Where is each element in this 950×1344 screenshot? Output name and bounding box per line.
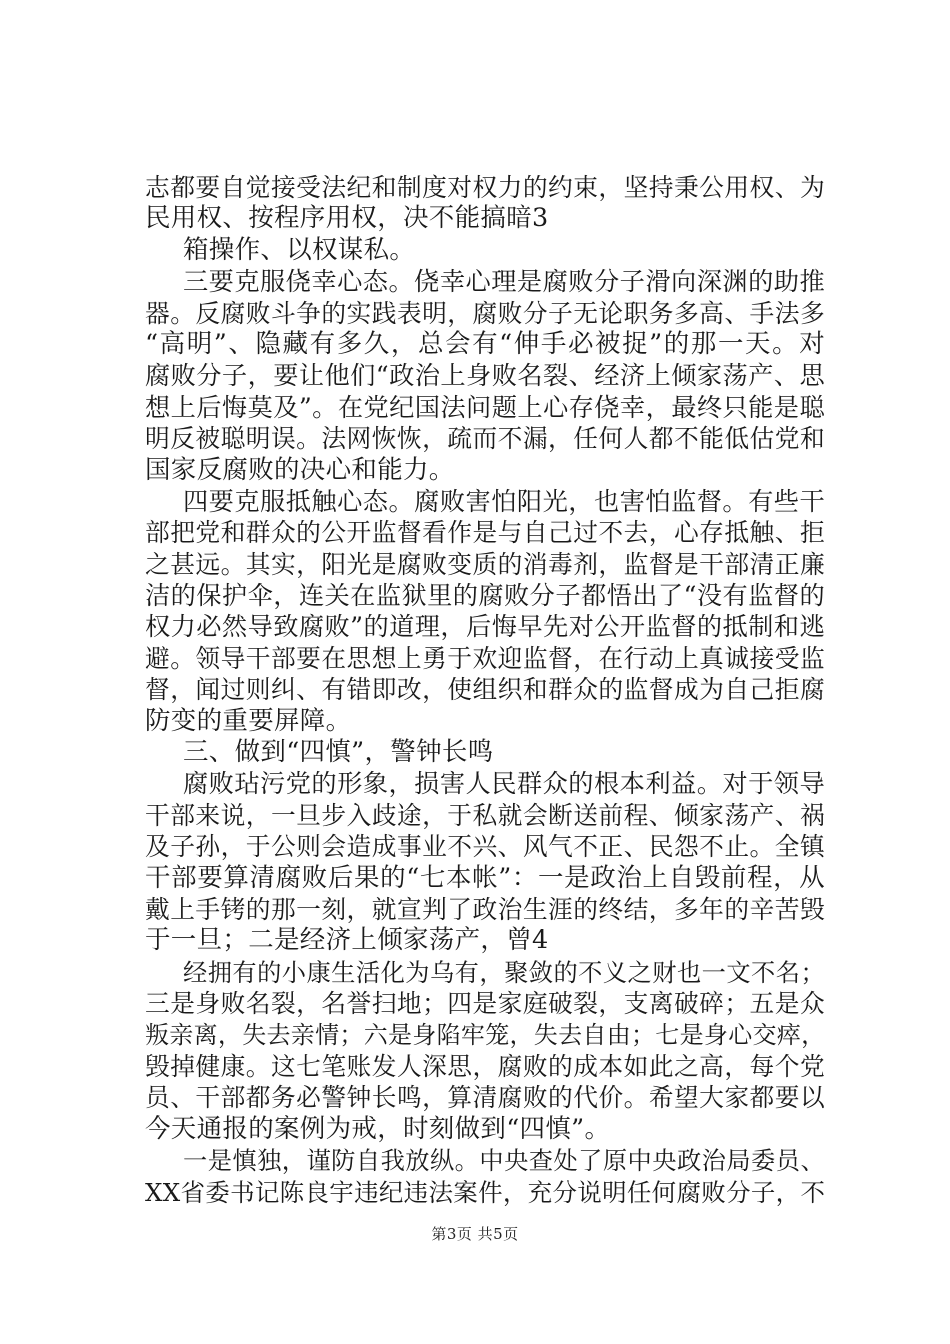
- text-line: 国家反腐败的决心和能力。: [145, 454, 455, 485]
- text-line: 戴上手铐的那一刻，就宣判了政治生涯的终结，多年的辛苦毁: [145, 894, 825, 924]
- text-line: 腐败玷污党的形象，损害人民群众的根本利益。对于领导: [183, 769, 825, 799]
- text-line: 器。反腐败斗争的实践表明，腐败分子无论职务多高、手法多: [145, 298, 825, 328]
- text-line: 员、干部都务必警钟长鸣，算清腐败的代价。希望大家都要以: [145, 1083, 825, 1113]
- text-line: 箱操作、以权谋私。: [183, 234, 416, 265]
- text-line: 及子孙，于公则会造成事业不兴、风气不正、民怨不止。全镇: [145, 832, 825, 862]
- text-line: 想上后悔莫及”。在党纪国法问题上心存侥幸，最终只能是聪: [145, 392, 825, 422]
- text-line: 干部来说，一旦步入歧途，于私就会断送前程、倾家荡产、祸: [145, 800, 825, 830]
- text-line: XX省委书记陈良宇违纪违法案件，充分说明任何腐败分子，不: [145, 1177, 826, 1207]
- text-line: 于一旦；二是经济上倾家荡产，曾4: [145, 925, 549, 956]
- text-line: 志都要自觉接受法纪和制度对权力的约束，坚持秉公用权、为: [145, 173, 825, 202]
- text-line: 防变的重要屏障。: [145, 705, 352, 736]
- text-line: 权力必然导致腐败”的道理，后悔早先对公开监督的抵制和逃: [145, 612, 825, 642]
- text-line: 避。领导干部要在思想上勇于欢迎监督，在行动上真诚接受监: [145, 643, 825, 673]
- text-line: 三、做到“四慎”，警钟长鸣: [183, 737, 494, 768]
- text-line: 三要克服侥幸心态。侥幸心理是腐败分子滑向深渊的助推: [183, 267, 825, 297]
- text-line: 叛亲离，失去亲情；六是身陷牢笼，失去自由；七是身心交瘁，: [145, 1020, 826, 1049]
- text-line: 民用权、按程序用权，决不能搞暗3: [145, 203, 549, 234]
- text-line: 经拥有的小康生活化为乌有，聚敛的不义之财也一文不名；: [183, 957, 825, 987]
- text-line: 四要克服抵触心态。腐败害怕阳光，也害怕监督。有些干: [183, 486, 825, 516]
- text-line: 之甚远。其实，阳光是腐败变质的消毒剂，监督是干部清正廉: [145, 549, 825, 579]
- text-line: “高明”、隐藏有多久，总会有“伸手必被捉”的那一天。对: [145, 328, 825, 359]
- text-line: 明反被聪明误。法网恢恢，疏而不漏，任何人都不能低估党和: [145, 424, 825, 454]
- text-line: 干部要算清腐败后果的“七本帐”：一是政治上自毁前程，从: [145, 862, 825, 893]
- text-line: 洁的保护伞，连关在监狱里的腐败分子都悟出了“没有监督的: [145, 581, 825, 611]
- text-line: 腐败分子，要让他们“政治上身败名裂、经济上倾家荡产、思: [145, 361, 825, 391]
- text-line: 三是身败名裂，名誉扫地；四是家庭破裂，支离破碎；五是众: [145, 989, 825, 1019]
- page-footer: 第3页 共5页: [431, 1225, 519, 1243]
- text-line: 今天通报的案例为戒，时刻做到“四慎”。: [145, 1113, 611, 1144]
- document-body: [145, 172, 825, 1208]
- text-line: 毁掉健康。这七笔账发人深思，腐败的成本如此之高，每个党: [145, 1051, 825, 1081]
- text-line: 督，闻过则纠、有错即改，使组织和群众的监督成为自己拒腐: [145, 675, 825, 705]
- text-line: 部把党和群众的公开监督看作是与自己过不去，心存抵触、拒: [145, 518, 825, 548]
- text-line: 一是慎独，谨防自我放纵。中央查处了原中央政治局委员、: [183, 1146, 825, 1176]
